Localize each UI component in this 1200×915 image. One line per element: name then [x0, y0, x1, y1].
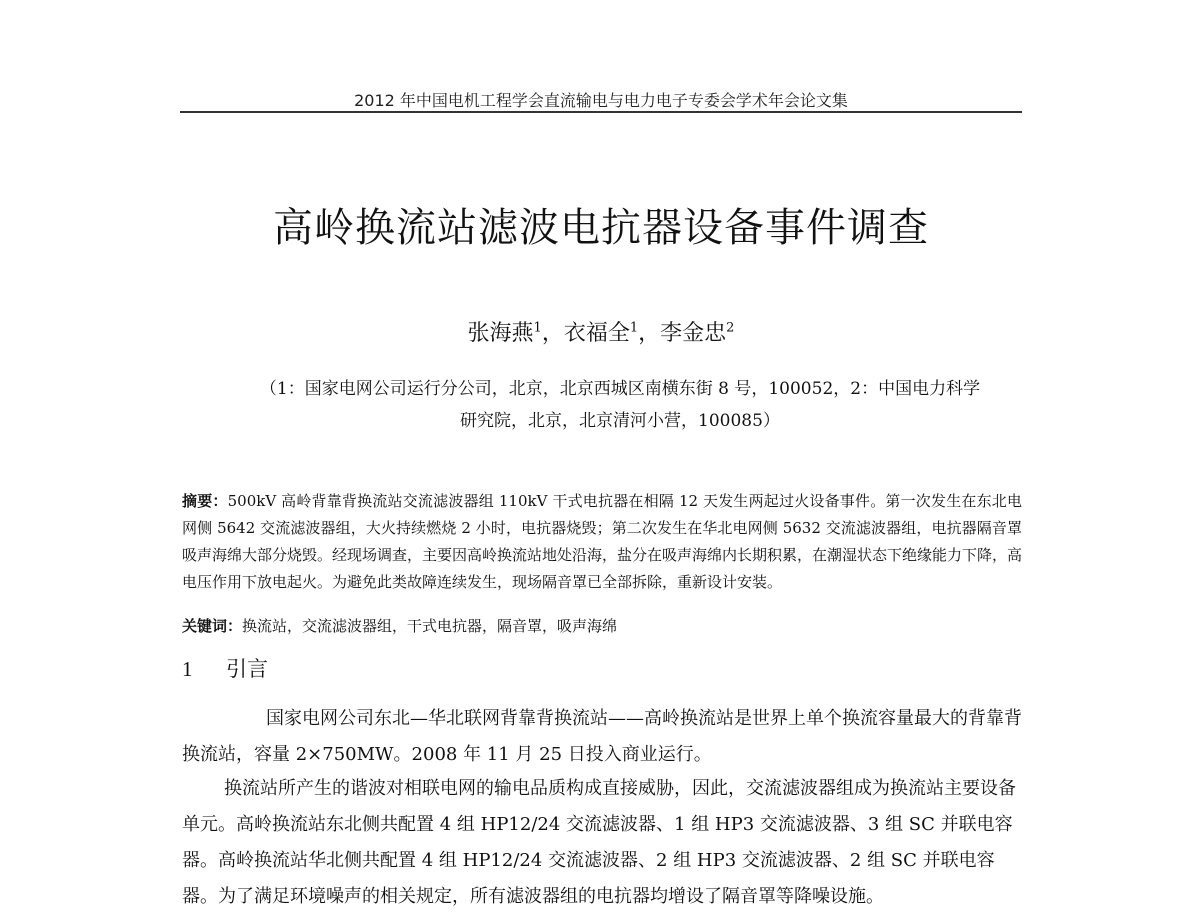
section-title: 引言 [226, 657, 268, 681]
author-separator: ， [541, 321, 564, 346]
author-affiliation-mark: 1 [533, 320, 542, 336]
abstract-text: 500kV 高岭背靠背换流站交流滤波器组 110kV 干式电抗器在相隔 12 天发生两起过火设备事件。第一次发生在东北电网侧 5642 交流滤波器组，大火持续燃烧 2 小时，电抗器烧毁；第二次发生在华北电网侧 5632 交流滤波器组，电抗器隔音罩吸声海绵大部分烧毁。经现场调查，主要因高岭换流站地处沿海，盐分在吸声海绵内长期积累，在潮湿状态下绝缘能力下降，高电压作用下放电起火。为避免此类故障连续发生，现场隔音罩已全部拆除，重新设计安装。 [182, 492, 1023, 591]
body-paragraph: 国家电网公司东北—华北联网背靠背换流站——高岭换流站是世界上单个换流容量最大的背靠背换流站，容量 2×750MW。2008 年 11 月 25 日投入商业运行。 [182, 708, 1022, 765]
abstract [182, 488, 1022, 596]
author-affiliation-mark: 2 [726, 320, 735, 336]
keywords-text: 换流站，交流滤波器组，干式电抗器，隔音罩，吸声海绵 [242, 617, 618, 635]
abstract-label: 摘要： [182, 492, 228, 510]
author-separator: ， [638, 321, 661, 346]
author-affiliation-mark: 1 [629, 320, 639, 336]
paper-title: 高岭换流站滤波电抗器设备事件调查 [273, 205, 929, 251]
author-name: 李金忠 [660, 321, 727, 346]
keywords [182, 613, 1022, 640]
keywords-label: 关键词： [182, 617, 243, 635]
author-name: 衣福全 [563, 321, 630, 346]
section-heading [182, 654, 582, 684]
section-number: 1 [182, 657, 193, 681]
running-header: 2012 年中国电机工程学会直流输电与电力电子专委会学术年会论文集 [354, 91, 848, 110]
author-list [180, 316, 1022, 347]
header-rule [180, 111, 1022, 113]
author-name: 张海燕 [467, 321, 534, 346]
affiliation-line: 研究院，北京，北京清河小营，100085） [460, 411, 780, 431]
body-paragraph: 换流站所产生的谐波对相联电网的输电品质构成直接威胁，因此，交流滤波器组成为换流站主要设备单元。高岭换流站东北侧共配置 4 组 HP12/24 交流滤波器、1 组 HP3 交流滤波器、3 组 SC 并联电容器。高岭换流站华北侧共配置 4 组 HP12/24 交流滤波器、2 组 HP3 交流滤波器、2 组 SC 并联电容器。为了满足环境噪声的相关规定，所有滤波器组的电抗器均增设了隔音罩等降噪设施。 [182, 778, 1016, 907]
affiliation-line: （1：国家电网公司运行分公司，北京，北京西城区南横东街 8 号，100052，2：中国电力科学 [259, 379, 981, 399]
affiliation [220, 373, 1020, 437]
